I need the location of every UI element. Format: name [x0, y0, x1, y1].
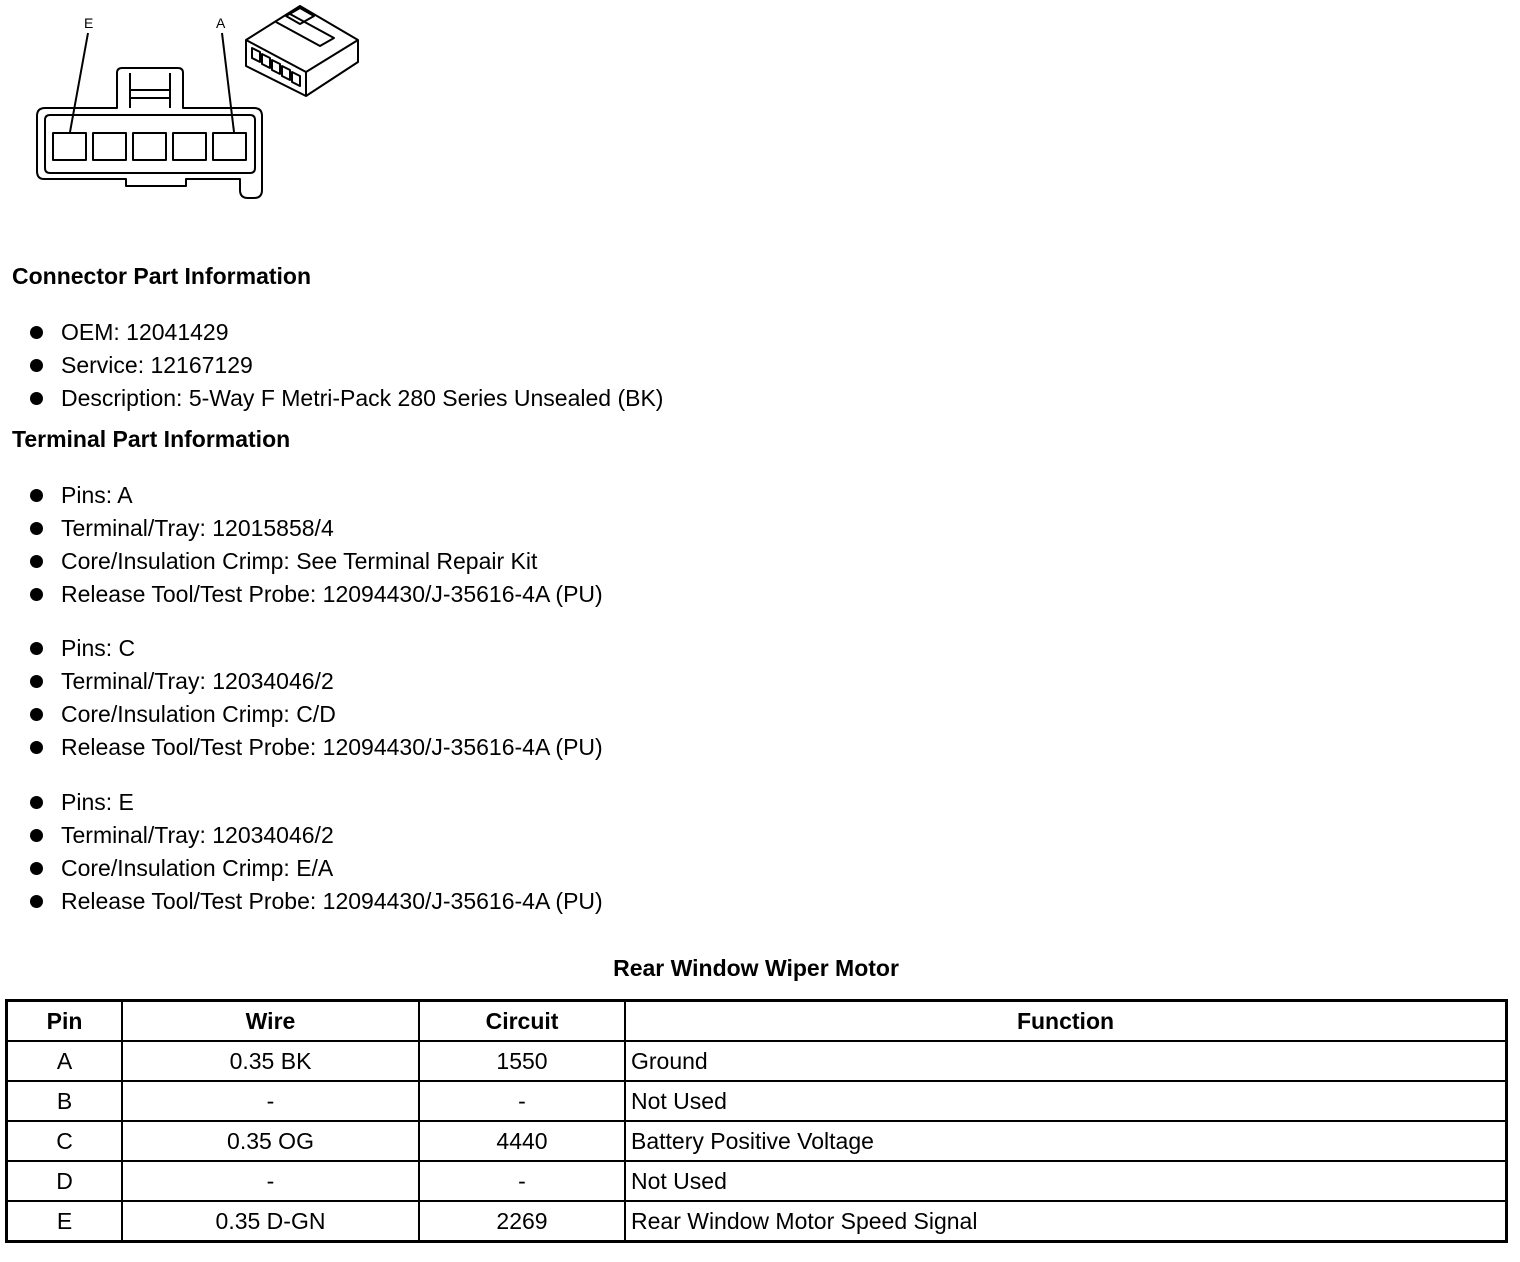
list-item: Core/Insulation Crimp: See Terminal Repair Kit	[30, 545, 603, 578]
cell-pin: D	[7, 1161, 123, 1201]
cavity-b	[173, 133, 206, 160]
leader-line-a	[222, 33, 234, 132]
cell-function: Battery Positive Voltage	[625, 1121, 1507, 1161]
cell-function: Not Used	[625, 1081, 1507, 1121]
list-item: Pins: A	[30, 479, 603, 512]
cell-circuit: 2269	[419, 1201, 625, 1242]
cavity-a	[213, 133, 246, 160]
header-function: Function	[625, 1001, 1507, 1042]
connector-diagram	[0, 0, 380, 215]
pin-label-a: A	[216, 15, 226, 31]
table-row	[7, 1121, 1507, 1161]
list-item: Terminal/Tray: 12034046/2	[30, 665, 603, 698]
list-item: Terminal/Tray: 12015858/4	[30, 512, 603, 545]
list-item: Core/Insulation Crimp: E/A	[30, 852, 603, 885]
cell-pin: B	[7, 1081, 123, 1121]
cell-wire: -	[122, 1081, 419, 1121]
cell-circuit: 4440	[419, 1121, 625, 1161]
cell-function: Not Used	[625, 1161, 1507, 1201]
list-item: Pins: E	[30, 786, 603, 819]
cell-circuit: 1550	[419, 1041, 625, 1081]
table-title: Rear Window Wiper Motor	[613, 955, 899, 981]
list-item: Description: 5-Way F Metri-Pack 280 Series Unsealed (BK)	[30, 382, 663, 415]
list-item: Release Tool/Test Probe: 12094430/J-35616-4A (PU)	[30, 578, 603, 611]
connector-part-info-list	[30, 316, 663, 415]
cell-function: Ground	[625, 1041, 1507, 1081]
cell-pin: C	[7, 1121, 123, 1161]
table-row	[7, 1161, 1507, 1201]
header-wire: Wire	[122, 1001, 419, 1042]
cell-wire: 0.35 OG	[122, 1121, 419, 1161]
connector-part-info-heading: Connector Part Information	[12, 263, 312, 289]
cavity-c	[133, 133, 166, 160]
connector-inner-outline	[45, 115, 255, 173]
header-circuit: Circuit	[419, 1001, 625, 1042]
cell-circuit: -	[419, 1161, 625, 1201]
header-pin: Pin	[7, 1001, 123, 1042]
list-item: Pins: C	[30, 632, 603, 665]
connector-latch	[130, 73, 170, 108]
cell-circuit: -	[419, 1081, 625, 1121]
terminal-group-e	[30, 786, 603, 918]
list-item: Service: 12167129	[30, 349, 663, 382]
pin-label-e: E	[84, 15, 94, 31]
terminal-part-info-heading: Terminal Part Information	[12, 426, 291, 452]
table-row	[7, 1081, 1507, 1121]
cell-wire: 0.35 D-GN	[122, 1201, 419, 1242]
list-item: Release Tool/Test Probe: 12094430/J-35616-4A (PU)	[30, 885, 603, 918]
table-row	[7, 1041, 1507, 1081]
list-item: Terminal/Tray: 12034046/2	[30, 819, 603, 852]
connector-isometric-view	[246, 6, 358, 96]
table-header-row	[7, 1001, 1507, 1042]
cell-pin: A	[7, 1041, 123, 1081]
list-item: Core/Insulation Crimp: C/D	[30, 698, 603, 731]
leader-line-e	[70, 33, 88, 132]
cell-function: Rear Window Motor Speed Signal	[625, 1201, 1507, 1242]
pinout-table	[5, 999, 1508, 1243]
cell-wire: 0.35 BK	[122, 1041, 419, 1081]
cavity-e	[53, 133, 86, 160]
cell-pin: E	[7, 1201, 123, 1242]
terminal-group-a	[30, 479, 603, 611]
cavity-row	[53, 133, 246, 160]
cell-wire: -	[122, 1161, 419, 1201]
list-item: OEM: 12041429	[30, 316, 663, 349]
list-item: Release Tool/Test Probe: 12094430/J-35616-4A (PU)	[30, 731, 603, 764]
cavity-d	[93, 133, 126, 160]
terminal-group-c	[30, 632, 603, 764]
table-row	[7, 1201, 1507, 1242]
